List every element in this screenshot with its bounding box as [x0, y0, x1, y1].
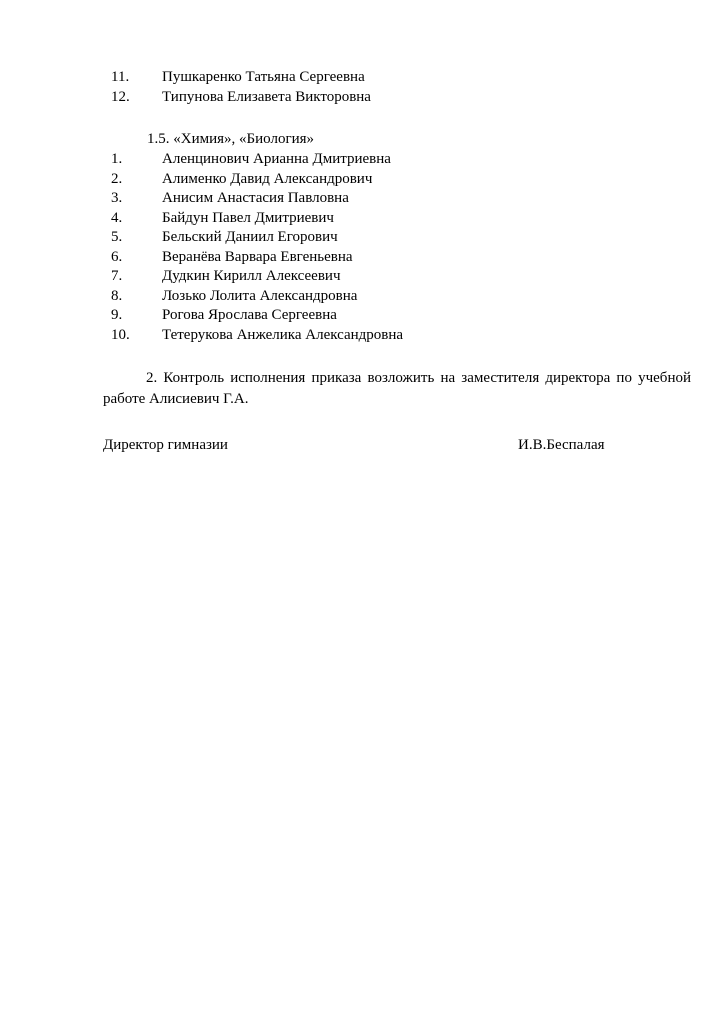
list-item-name: Бельский Даниил Егорович	[162, 229, 338, 245]
list-item-number: 5.	[111, 229, 123, 245]
list-item-name: Веранёва Варвара Евгеньевна	[162, 248, 353, 265]
list-item-name: Рогова Ярослава Сергеевна	[162, 307, 337, 323]
list-item-name: Тетерукова Анжелика Александровна	[162, 326, 404, 343]
list-item-name: Пушкаренко Татьяна Сергеевна	[162, 69, 365, 85]
list-item-number: 9.	[111, 307, 123, 323]
list-item-name: Алименко Давид Александрович	[162, 170, 373, 187]
list-item-name: Лозько Лолита Александровна	[162, 287, 358, 304]
list-item-name: Анисим Анастасия Павловна	[162, 190, 349, 206]
list-item-name: Типунова Елизавета Викторовна	[162, 89, 371, 105]
list-item-number: 1.	[111, 151, 123, 167]
signature-name: И.В.Беспалая	[518, 437, 605, 453]
list-item-number: 10.	[111, 326, 130, 343]
list-item-number: 3.	[111, 190, 123, 206]
list-item-number: 6.	[111, 248, 123, 265]
list-item-number: 12.	[111, 89, 130, 105]
list-item-name: Аленцинович Арианна Дмитриевна	[162, 151, 391, 167]
list-item-number: 4.	[111, 209, 123, 226]
list-item-number: 2.	[111, 170, 123, 187]
section-heading: 1.5. «Химия», «Биология»	[147, 131, 315, 147]
order-paragraph: 2. Контроль исполнения приказа возложить на заместителя директора по учебной работе Алисиевич Г.А.	[103, 370, 691, 407]
list-item-name: Дудкин Кирилл Алексеевич	[162, 268, 341, 284]
signature-title: Директор гимназии	[103, 437, 228, 453]
list-item-number: 7.	[111, 268, 123, 284]
list-item-number: 11.	[111, 69, 130, 85]
list-item-name: Байдун Павел Дмитриевич	[162, 209, 334, 226]
list-item-number: 8.	[111, 287, 123, 304]
